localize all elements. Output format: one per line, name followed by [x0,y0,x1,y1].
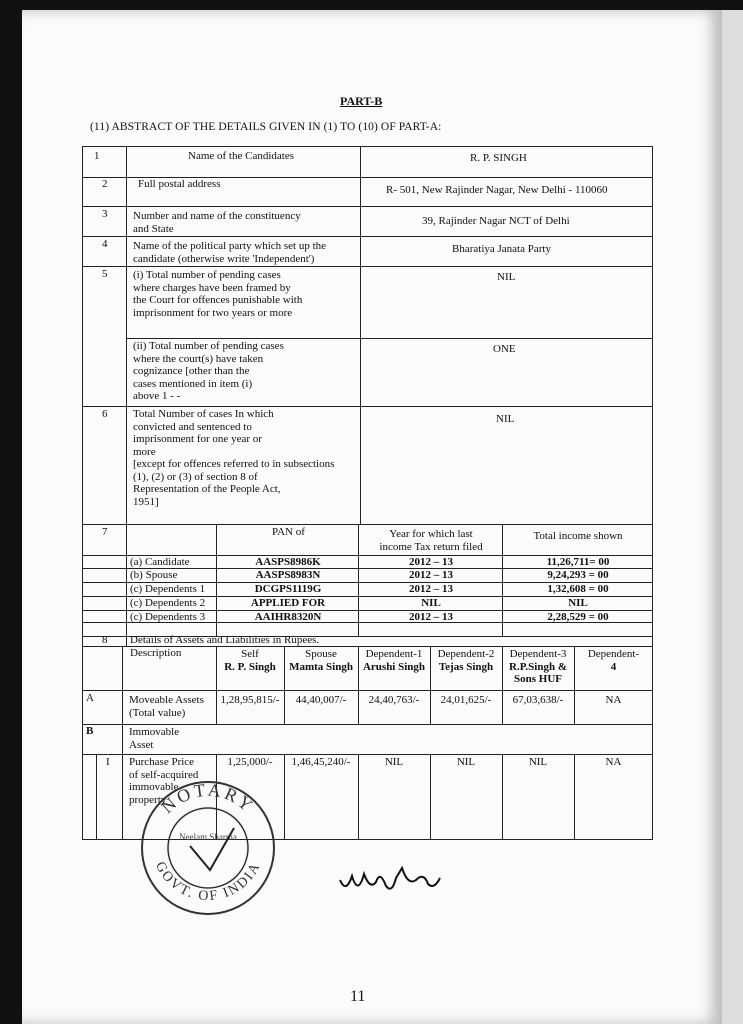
immovable-label: Immovable Asset [129,726,180,751]
moveable-value: NA [605,694,622,706]
moveable-tag: A [86,692,94,704]
table-divider [358,524,359,636]
tax-year: 2012 – 13 [409,611,453,623]
candidate-name: R. P. SINGH [470,152,527,164]
purchase-value: NIL [456,756,476,768]
party-name: Bharatiya Janata Party [452,243,551,255]
pending-cases-value: NIL [497,271,516,283]
abstract-heading: (11) ABSTRACT OF THE DETAILS GIVEN IN (1) TO (10) OF PART-A: [90,121,442,133]
svg-text:Neelam Sharma: Neelam Sharma [179,832,237,842]
total-income: 2,28,529 = 00 [547,611,609,623]
purchase-value: NIL [384,756,404,768]
total-income: 11,26,711= 00 [546,556,610,568]
column-header-line1: Dependent- [587,648,640,660]
row-label: Total Number of cases In which convicted and sentenced to imprisonment for one year or more [except for offences referred to in subsections (1), (2) or (3) of section 8 of Representation of the People Act, 1951] [133,408,335,508]
column-header-line1: Spouse [305,648,337,660]
table-divider [126,338,653,339]
table-divider [96,754,97,840]
column-header-line2: Tejas Singh [438,660,494,673]
row-number: 3 [102,208,108,220]
row-number: 5 [102,268,108,280]
row-number: 4 [102,238,108,250]
immovable-blank [217,725,652,754]
table-divider [216,524,217,636]
table-divider [82,524,653,525]
column-header-line2: Mamta Singh [289,660,353,673]
row-label: Full postal address [138,178,221,190]
purchase-value: NA [605,756,622,768]
assets-title: Details of Assets and Liabilities in Rupees. [130,634,320,646]
asset-column-header [503,648,573,686]
purchase-value: 1,46,45,240/- [291,756,351,768]
notary-stamp [138,778,278,923]
column-header-line1: Self [241,648,259,660]
pan-number: APPLIED FOR [250,597,326,609]
column-header-line2: Arushi Singh [362,660,426,673]
total-income: 9,24,293 = 00 [547,569,609,581]
constituency: 39, Rajinder Nagar NCT of Delhi [422,215,570,227]
moveable-value: 44,40,007/- [295,694,347,706]
column-header-line2: R. P. Singh [224,660,276,673]
purchase-value: 1,25,000/- [227,756,273,768]
pan-person: (c) Dependents 2 [130,597,206,609]
tax-year: 2012 – 13 [409,569,453,581]
column-header-line1: Dependent-1 [365,648,423,660]
row-label: (i) Total number of pending cases where charges have been framed by the Court for offences punishable with imprisonment for two years or more [133,269,303,319]
row-number: 2 [102,178,108,190]
column-header-line2: 4 [610,660,617,673]
row-label: Name of the Candidates [188,150,294,162]
pan-number: AASPS8983N [255,569,321,581]
column-header-line2: R.P.Singh & Sons HUF [509,660,567,685]
asset-column-header [285,648,357,673]
asset-column-header [359,648,429,673]
table-divider [502,524,503,636]
table-divider [360,146,361,524]
pan-header: PAN of [272,526,305,538]
page-number: 11 [350,988,366,1005]
tax-year: NIL [421,597,441,609]
income-header: Total income shown [533,530,623,542]
row-label: Name of the political party which set up the candidate (otherwise write 'Independent') [133,240,327,265]
row-label: Number and name of the constituency and State [133,210,301,235]
moveable-value: 24,01,625/- [440,694,492,706]
row-number: 1 [94,150,100,162]
row-number: 7 [102,526,108,538]
row-number: 8 [102,634,108,646]
row-number: 6 [102,408,108,420]
immovable-tag: B [86,725,94,737]
signature [336,860,446,909]
asset-column-header [431,648,501,673]
table-divider [126,146,127,646]
cognizance-cases-value: ONE [493,343,516,355]
svg-text:NOTARY: NOTARY [157,779,259,818]
table-divider [82,406,653,407]
table-divider [122,646,123,840]
table-divider [82,236,653,237]
tax-year: 2012 – 13 [409,583,453,595]
purchase-label: Purchase Price of self-acquired immovable property [129,756,199,806]
purchase-value: NIL [528,756,548,768]
total-income: NIL [568,597,588,609]
svg-text:GOVT. OF INDIA: GOVT. OF INDIA [151,859,265,905]
total-income: 1,32,608 = 00 [547,583,609,595]
year-header: Year for which last income Tax return filed [379,528,483,553]
table-divider [82,690,653,691]
pan-number: AAIHR8320N [254,611,322,623]
table-divider [82,266,653,267]
column-header-line1: Dependent-2 [437,648,495,660]
asset-column-header [575,648,652,673]
description-header: Description [130,647,182,659]
moveable-value: 1,28,95,815/- [220,694,280,706]
pan-person: (c) Dependents 1 [130,583,206,595]
part-title: PART-B [340,94,383,108]
purchase-tag: I [106,756,110,768]
pan-person: (b) Spouse [130,569,178,581]
postal-address: R- 501, New Rajinder Nagar, New Delhi - 110060 [386,184,608,196]
table-divider [82,206,653,207]
moveable-value: 24,40,763/- [368,694,420,706]
pan-number: DCGPS1119G [254,583,322,595]
asset-column-header [217,648,283,673]
pan-number: AASPS8986K [255,556,321,568]
moveable-value: 67,03,638/- [512,694,564,706]
convicted-cases-value: NIL [496,413,515,425]
tax-year: 2012 – 13 [409,556,453,568]
row-label: (ii) Total number of pending cases where the court(s) have taken cognizance [other than the cases mentioned in item (i) above 1 - - [133,340,284,402]
column-header-line1: Dependent-3 [509,648,567,660]
table-divider [82,754,653,755]
moveable-label: Moveable Assets (Total value) [129,694,204,719]
pan-person: (c) Dependents 3 [130,611,206,623]
pan-person: (a) Candidate [130,556,190,568]
page-edge [721,10,743,1024]
